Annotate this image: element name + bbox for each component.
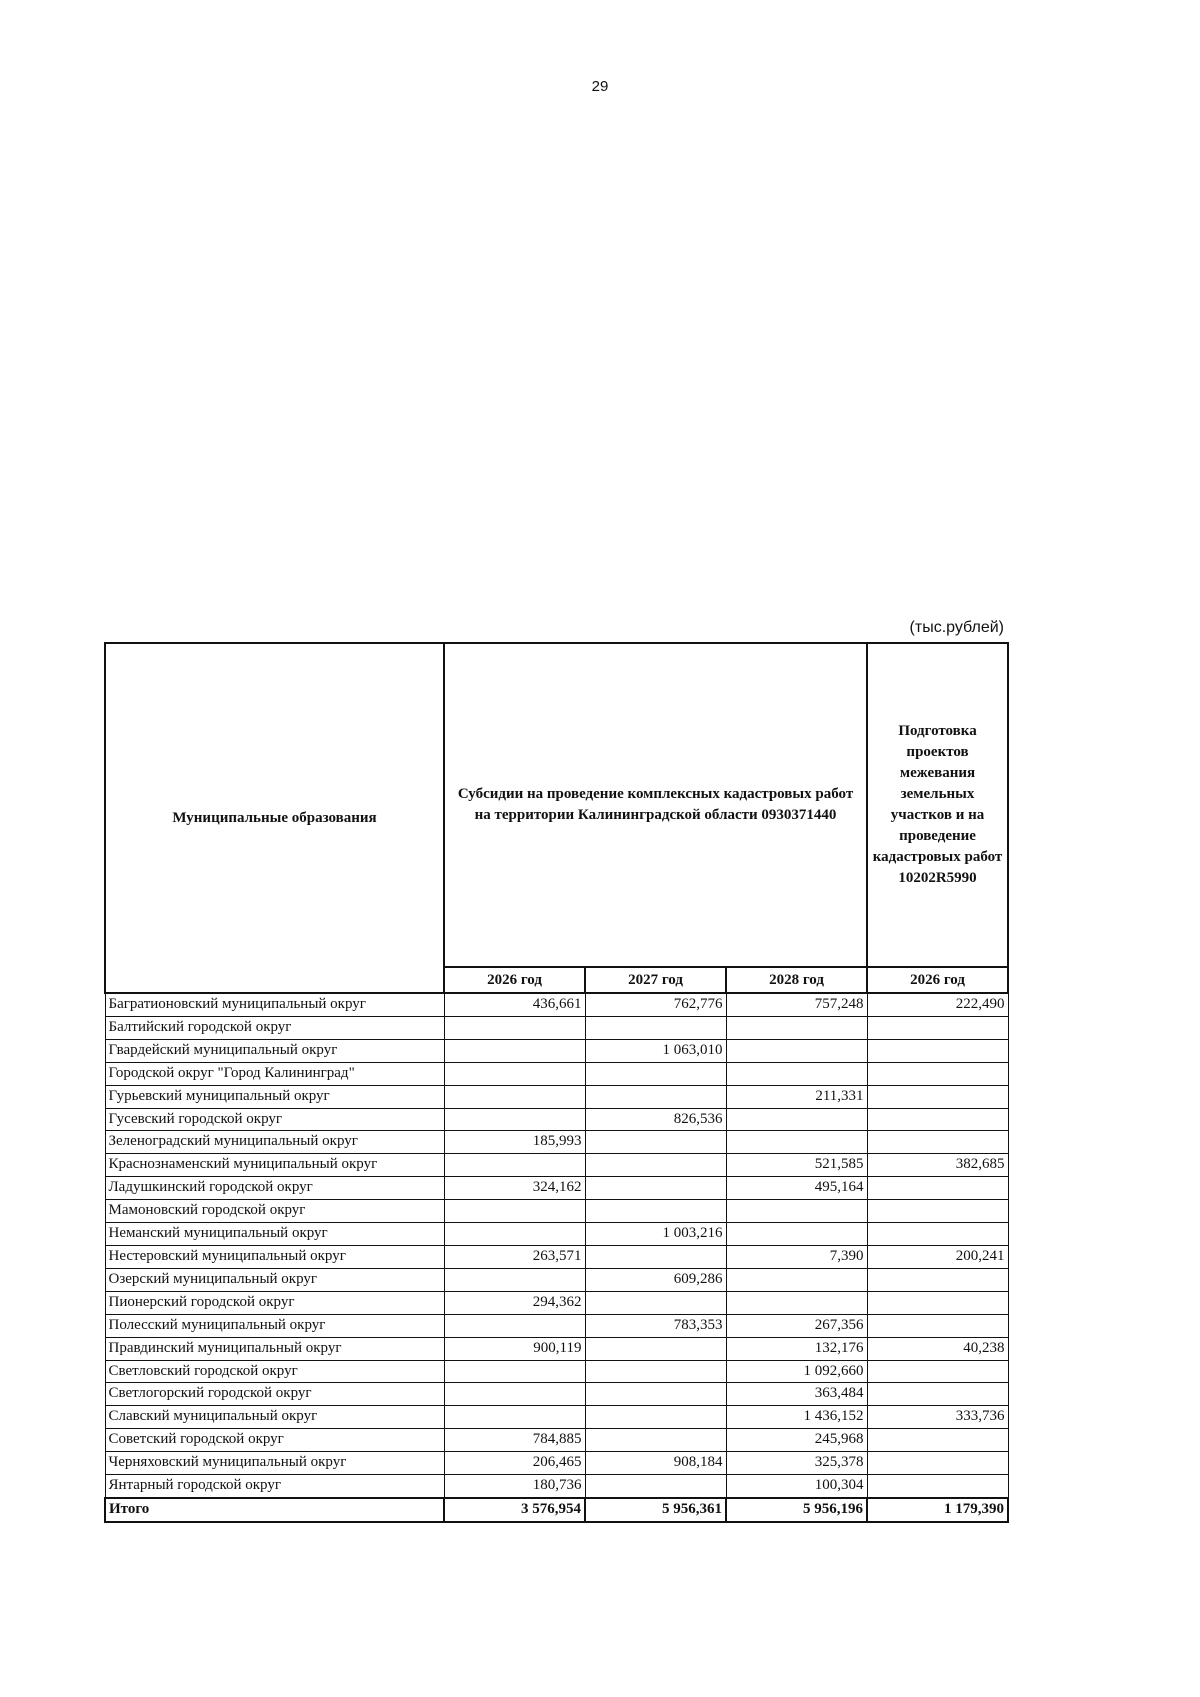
- table-row: [105, 1452, 1008, 1475]
- municipality-name: Славский муниципальный округ: [105, 1406, 444, 1429]
- municipality-name: Городской округ "Город Калининград": [105, 1062, 444, 1085]
- value-cell: 1 003,216: [585, 1223, 726, 1246]
- table-row: [105, 1360, 1008, 1383]
- value-cell: [444, 1154, 585, 1177]
- value-cell: 211,331: [726, 1085, 867, 1108]
- units-label: (тыс.рублей): [909, 619, 1004, 636]
- value-cell: 245,968: [726, 1429, 867, 1452]
- value-cell: 436,661: [444, 993, 585, 1016]
- header-group-cadastral-works: Субсидии на проведение комплексных кадастровых работ на территории Калининградской области 0930371440: [444, 643, 867, 967]
- value-cell: [726, 1062, 867, 1085]
- value-cell: [726, 1223, 867, 1246]
- municipality-name: Багратионовский муниципальный округ: [105, 993, 444, 1016]
- value-cell: [726, 1291, 867, 1314]
- value-cell: [444, 1406, 585, 1429]
- value-cell: [867, 1268, 1008, 1291]
- value-cell: 200,241: [867, 1245, 1008, 1268]
- value-cell: [585, 1360, 726, 1383]
- value-cell: 5 956,196: [726, 1498, 867, 1522]
- value-cell: [867, 1131, 1008, 1154]
- table-row: [105, 1223, 1008, 1246]
- table-row: [105, 1268, 1008, 1291]
- municipality-name: Пионерский городской округ: [105, 1291, 444, 1314]
- value-cell: [444, 1314, 585, 1337]
- value-cell: 267,356: [726, 1314, 867, 1337]
- value-cell: 609,286: [585, 1268, 726, 1291]
- value-cell: [444, 1200, 585, 1223]
- value-cell: 1 436,152: [726, 1406, 867, 1429]
- header-municipalities: Муниципальные образования: [105, 643, 444, 993]
- municipality-name: Черняховский муниципальный округ: [105, 1452, 444, 1475]
- table-row: [105, 1475, 1008, 1498]
- value-cell: [585, 1337, 726, 1360]
- value-cell: [867, 1383, 1008, 1406]
- municipality-name: Гурьевский муниципальный округ: [105, 1085, 444, 1108]
- value-cell: 762,776: [585, 993, 726, 1016]
- value-cell: [867, 1108, 1008, 1131]
- value-cell: 40,238: [867, 1337, 1008, 1360]
- table-row: [105, 1085, 1008, 1108]
- header-year-2026: 2026 год: [444, 967, 585, 993]
- header-year-2028: 2028 год: [726, 967, 867, 993]
- value-cell: 784,885: [444, 1429, 585, 1452]
- municipality-name: Итого: [105, 1498, 444, 1522]
- value-cell: [585, 1406, 726, 1429]
- total-row: [105, 1498, 1008, 1522]
- value-cell: [585, 1429, 726, 1452]
- table-row: [105, 993, 1008, 1016]
- value-cell: [867, 1200, 1008, 1223]
- value-cell: [867, 1452, 1008, 1475]
- value-cell: [444, 1039, 585, 1062]
- table-row: [105, 1429, 1008, 1452]
- value-cell: [444, 1016, 585, 1039]
- value-cell: [867, 1223, 1008, 1246]
- value-cell: 495,164: [726, 1177, 867, 1200]
- municipality-name: Озерский муниципальный округ: [105, 1268, 444, 1291]
- value-cell: [585, 1131, 726, 1154]
- municipality-name: Полесский муниципальный округ: [105, 1314, 444, 1337]
- value-cell: [867, 1039, 1008, 1062]
- value-cell: [585, 1062, 726, 1085]
- value-cell: 294,362: [444, 1291, 585, 1314]
- value-cell: 325,378: [726, 1452, 867, 1475]
- municipality-name: Светловский городской округ: [105, 1360, 444, 1383]
- page-number: 29: [591, 78, 609, 95]
- value-cell: 908,184: [585, 1452, 726, 1475]
- value-cell: [726, 1108, 867, 1131]
- table-row: [105, 1245, 1008, 1268]
- value-cell: 900,119: [444, 1337, 585, 1360]
- value-cell: [585, 1016, 726, 1039]
- value-cell: 1 063,010: [585, 1039, 726, 1062]
- municipality-name: Краснознаменский муниципальный округ: [105, 1154, 444, 1177]
- value-cell: 783,353: [585, 1314, 726, 1337]
- value-cell: 757,248: [726, 993, 867, 1016]
- municipality-name: Мамоновский городской округ: [105, 1200, 444, 1223]
- value-cell: [867, 1475, 1008, 1498]
- value-cell: 7,390: [726, 1245, 867, 1268]
- value-cell: 382,685: [867, 1154, 1008, 1177]
- value-cell: [585, 1085, 726, 1108]
- value-cell: [726, 1039, 867, 1062]
- value-cell: [444, 1062, 585, 1085]
- municipality-name: Ладушкинский городской округ: [105, 1177, 444, 1200]
- value-cell: [444, 1268, 585, 1291]
- value-cell: [867, 1016, 1008, 1039]
- value-cell: 185,993: [444, 1131, 585, 1154]
- value-cell: [585, 1245, 726, 1268]
- municipality-name: Светлогорский городской округ: [105, 1383, 444, 1406]
- value-cell: 363,484: [726, 1383, 867, 1406]
- value-cell: 222,490: [867, 993, 1008, 1016]
- table-row: [105, 1131, 1008, 1154]
- value-cell: [585, 1475, 726, 1498]
- municipality-name: Янтарный городской округ: [105, 1475, 444, 1498]
- table-row: [105, 1200, 1008, 1223]
- value-cell: [726, 1131, 867, 1154]
- table-body: [105, 993, 1008, 1522]
- table-row: [105, 1177, 1008, 1200]
- table-row: [105, 1062, 1008, 1085]
- value-cell: 333,736: [867, 1406, 1008, 1429]
- value-cell: [444, 1383, 585, 1406]
- value-cell: 206,465: [444, 1452, 585, 1475]
- table-header-row: [105, 643, 1008, 967]
- value-cell: 3 576,954: [444, 1498, 585, 1522]
- municipality-name: Гусевский городской округ: [105, 1108, 444, 1131]
- table-row: [105, 1108, 1008, 1131]
- value-cell: [867, 1291, 1008, 1314]
- value-cell: [867, 1177, 1008, 1200]
- value-cell: [585, 1383, 726, 1406]
- value-cell: [444, 1223, 585, 1246]
- value-cell: 263,571: [444, 1245, 585, 1268]
- header-year-2026-survey: 2026 год: [867, 967, 1008, 993]
- municipality-name: Зеленоградский муниципальный округ: [105, 1131, 444, 1154]
- value-cell: 100,304: [726, 1475, 867, 1498]
- value-cell: 521,585: [726, 1154, 867, 1177]
- value-cell: [867, 1360, 1008, 1383]
- header-year-2027: 2027 год: [585, 967, 726, 993]
- value-cell: [444, 1360, 585, 1383]
- table-row: [105, 1406, 1008, 1429]
- value-cell: 1 092,660: [726, 1360, 867, 1383]
- table-row: [105, 1314, 1008, 1337]
- value-cell: 826,536: [585, 1108, 726, 1131]
- table-row: [105, 1016, 1008, 1039]
- header-group-land-survey: Подготовка проектов межевания земельных участков и на проведение кадастровых работ 10202R5990: [867, 643, 1008, 967]
- value-cell: [867, 1085, 1008, 1108]
- municipality-name: Неманский муниципальный округ: [105, 1223, 444, 1246]
- value-cell: [585, 1177, 726, 1200]
- value-cell: 180,736: [444, 1475, 585, 1498]
- table-row: [105, 1291, 1008, 1314]
- value-cell: [444, 1108, 585, 1131]
- value-cell: [867, 1429, 1008, 1452]
- value-cell: [867, 1314, 1008, 1337]
- value-cell: 324,162: [444, 1177, 585, 1200]
- value-cell: [726, 1016, 867, 1039]
- table-row: [105, 1383, 1008, 1406]
- municipality-name: Балтийский городской округ: [105, 1016, 444, 1039]
- value-cell: [585, 1200, 726, 1223]
- municipality-name: Правдинский муниципальный округ: [105, 1337, 444, 1360]
- value-cell: 1 179,390: [867, 1498, 1008, 1522]
- value-cell: 5 956,361: [585, 1498, 726, 1522]
- value-cell: [585, 1154, 726, 1177]
- municipality-name: Нестеровский муниципальный округ: [105, 1245, 444, 1268]
- municipality-name: Советский городской округ: [105, 1429, 444, 1452]
- value-cell: [444, 1085, 585, 1108]
- value-cell: [585, 1291, 726, 1314]
- value-cell: [726, 1268, 867, 1291]
- value-cell: 132,176: [726, 1337, 867, 1360]
- table-row: [105, 1154, 1008, 1177]
- table-row: [105, 1337, 1008, 1360]
- value-cell: [726, 1200, 867, 1223]
- table-row: [105, 1039, 1008, 1062]
- municipality-name: Гвардейский муниципальный округ: [105, 1039, 444, 1062]
- value-cell: [867, 1062, 1008, 1085]
- subsidies-table: [104, 642, 1009, 1523]
